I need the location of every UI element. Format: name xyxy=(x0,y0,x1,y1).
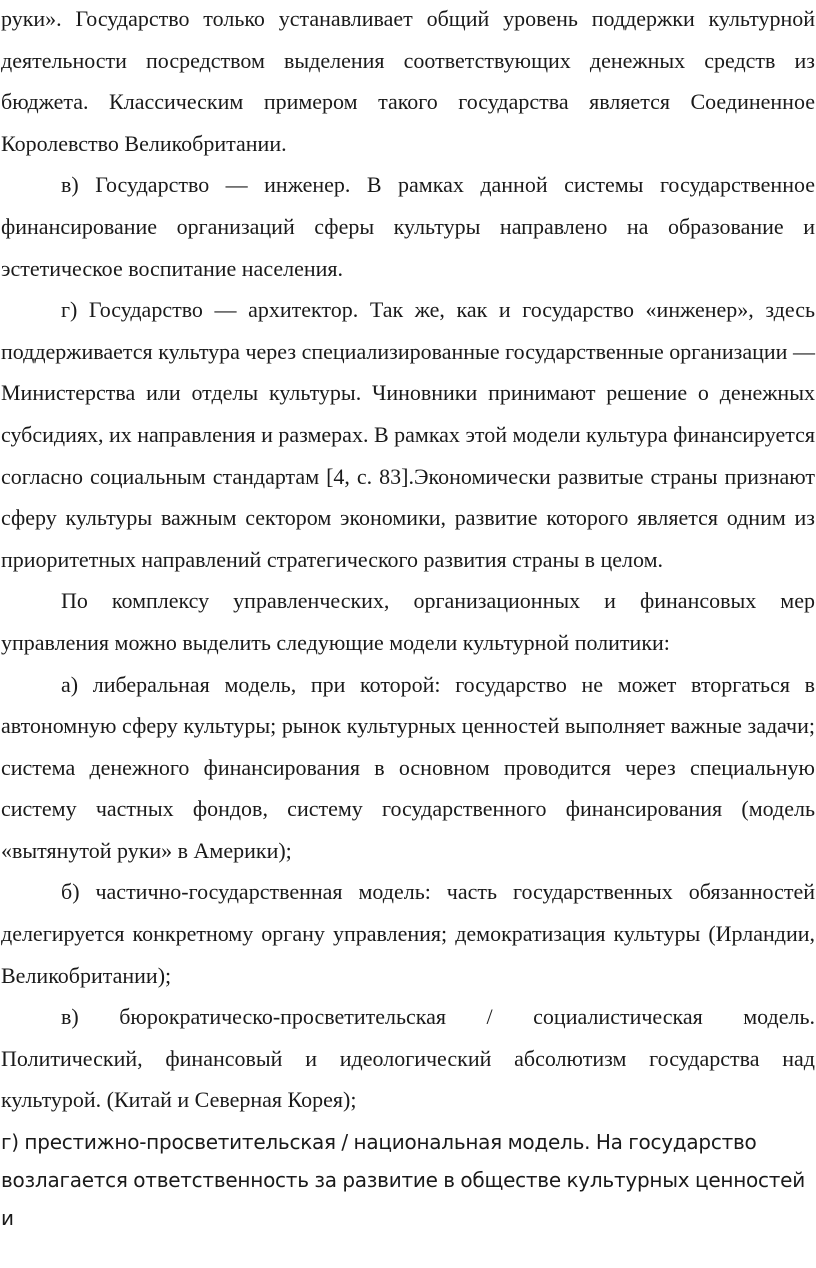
paragraph-state-support-level: руки». Государство только устанавливает общий уровень поддержки культурной деятельности посредством выделения соответствующих денежных средств из бюджета. Классическим примером такого государства является Соединенное Королевство Великобритании. xyxy=(1,6,815,156)
paragraph-bureaucratic-model: в) бюрократическо-просветительская / социалистическая модель. Политический, финансовый и идеологический абсолютизм государства над культурой. (Китай и Северная Корея); xyxy=(1,1004,815,1113)
paragraph-state-architect: г) Государство — архитектор. Так же, как и государство «инженер», здесь поддерживается культура через специализированные государственные организации — Министерства или отделы культуры. Чиновники принимают решение о денежных субсидиях, их направления и размерах. В рамках этой модели культура финансируется согласно социальным стандартам [4, с. 83].Экономически развитые страны признают сферу культуры важным сектором экономики, развитие которого является одним из приоритетных направлений стратегического развития страны в целом. xyxy=(1,297,815,572)
paragraph-prestige-model: г) престижно-просветительская / национальная модель. На государство возлагается ответственность за развитие в обществе культурных ценностей и xyxy=(1,1130,805,1231)
paragraph-state-engineer: в) Государство — инженер. В рамках данной системы государственное финансирование организаций сферы культуры направлено на образование и эстетическое воспитание населения. xyxy=(1,172,815,281)
paragraph-liberal-model: а) либеральная модель, при которой: государство не может вторгаться в автономную сферу культуры; рынок культурных ценностей выполняет важные задачи; система денежного финансирования в основном проводится через специальную систему частных фондов, систему государственного финансирования (модель «вытянутой руки» в Америки); xyxy=(1,671,815,863)
paragraph-policy-models-intro: По комплексу управленческих, организационных и финансовых мер управления можно выделить следующие модели культурной политики: xyxy=(1,588,815,655)
paragraph-partially-state-model: б) частично-государственная модель: часть государственных обязанностей делегируется конкретному органу управления; демократизация культуры (Ирландии, Великобритании); xyxy=(1,879,815,988)
